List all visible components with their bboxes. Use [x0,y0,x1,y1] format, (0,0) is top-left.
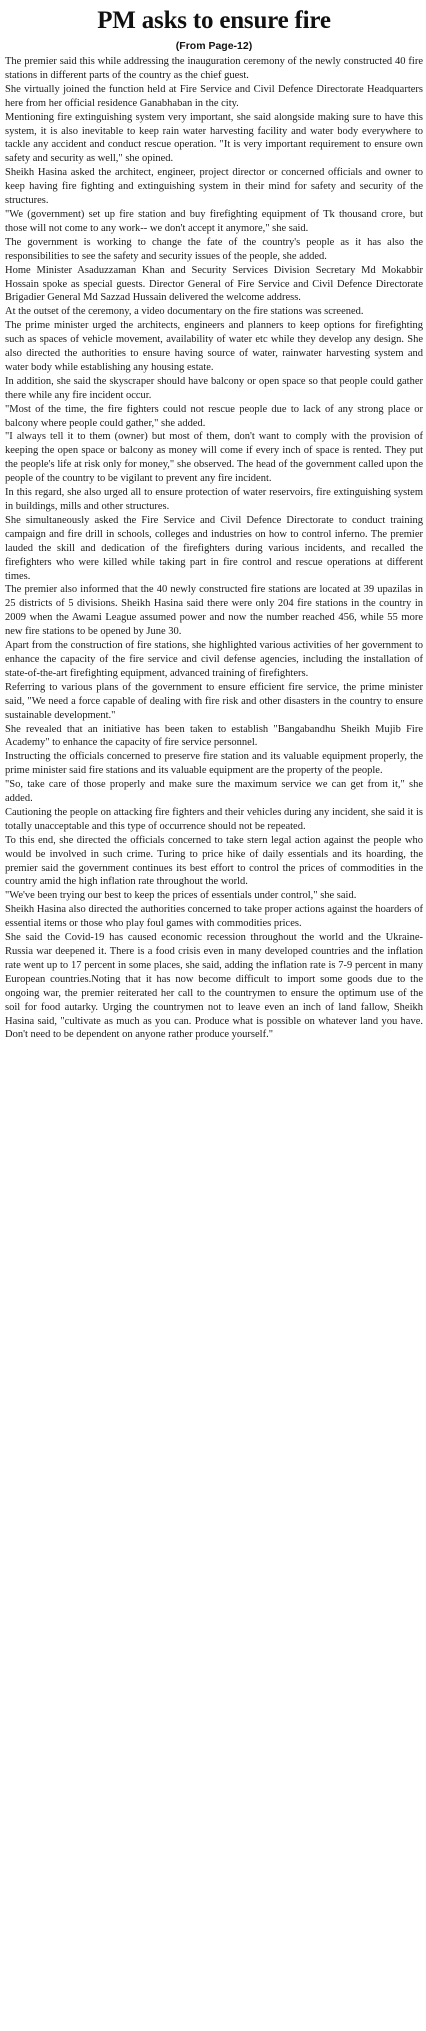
article-paragraph: To this end, she directed the officials concerned to take stern legal action against the people who would be involved in such crime. Turing to price hike of daily essentials and its hoarding, the premier said the government continues its best effort to control the prices of commodities in the country amid the high inflation rate throughout the world. [5,834,423,888]
article-paragraph: She said the Covid-19 has caused economic recession throughout the world and the Ukraine-Russia war deepened it. There is a food crisis even in many developed countries and the inflation rate went up to 17 percent in some places, she said, adding the inflation rate is 7-9 percent in many European countries.Noting that it has now become difficult to import some goods due to the ongoing war, the premier reiterated her call to the countrymen to ensure the optimum use of the soil for food autarky. Urging the countrymen not to leave even an inch of land fallow, Sheikh Hasina said, "cultivate as much as you can. Produce what is possible on whatever land you have. Don't need to be dependent on anyone rather produce yourself." [5,932,423,1041]
article-paragraph: Referring to various plans of the government to ensure efficient fire service, the prime minister said, "We need a force capable of dealing with fire risk and other disasters in the country to ensure sustainable development." [5,681,423,721]
continuation-line: (From Page-12) [175,40,253,52]
article-paragraph: Mentioning fire extinguishing system very important, she said alongside making sure to have this system, it is also inevitable to keep rain water harvesting facility and water body everywhere to tackle any accident and conduct rescue operation. "It is very important requirement to ensure own safety and security as well," she opined. [5,111,423,165]
article-paragraph: "We (government) set up fire station and buy firefighting equipment of Tk thousand crore, but those will not come to any work-- we don't accept it anymore," she said. [5,208,423,234]
article-paragraph: The premier said this while addressing the inauguration ceremony of the newly constructed 40 fire stations in different parts of the country as the chief guest. [5,56,423,81]
article-paragraph: Home Minister Asaduzzaman Khan and Security Services Division Secretary Md Mokabbir Hossain spoke as special guests. Director General of Fire Service and Civil Defence Directorate Brigadier General Md Sazzad Hussain delivered the welcome address. [5,264,423,304]
article-paragraph: Sheikh Hasina asked the architect, engineer, project director or concerned officials and owner to keep having fire fighting and extinguishing system in their mind for safety and security of the structures. [5,167,423,207]
article-paragraph: Apart from the construction of fire stations, she highlighted various activities of her government to enhance the capacity of the fire service and civil defense agencies, including the installation of state-of-the-art firefighting equipment, advanced training of firefighters. [5,640,423,679]
article-paragraph: Sheikh Hasina also directed the authorities concerned to take proper actions against the hoarders of essential items or those who play foul games with commodities prices. [5,904,423,930]
article-paragraph: At the outset of the ceremony, a video documentary on the fire stations was screened. [5,306,364,318]
article-paragraph: The prime minister urged the architects, engineers and planners to keep options for firefighting such as spaces of vehicle movement, availability of water etc while they develop any design. She also directed the authorities to ensure having source of water, rainwater harvesting system and water body while establishing any housing estate. [5,320,423,373]
article-paragraph: The premier also informed that the 40 newly constructed fire stations are located at 39 upazilas in 25 districts of 5 divisions. Sheikh Hasina said there were only 204 fire stations in the country in 2009 when the Awami League assumed power and now the number reached 456, while 55 more new fire stations to be opened by June 30. [5,584,423,638]
article-paragraph: Cautioning the people on attacking fire fighters and their vehicles during any incident, she said it is totally unacceptable and this type of occurrence should not be repeated. [5,806,423,832]
article-paragraph: She virtually joined the function held at Fire Service and Civil Defence Directorate Headquarters here from her official residence Ganabhaban in the city. [5,83,423,109]
article-paragraph: She revealed that an initiative has been taken to establish "Bangabandhu Sheikh Mujib Fire Academy" to enhance the capacity of fire service personnel. [5,723,423,749]
article-paragraph: "Most of the time, the fire fighters could not rescue people due to lack of any strong place or balcony where people could gather," she added. [5,403,423,429]
article-paragraph: Instructing the officials concerned to preserve fire station and its valuable equipment properly, the prime minister said fire stations and its valuable equipment are the property of the people. [5,751,423,777]
article-body [5,55,423,1042]
article-paragraph: "We've been trying our best to keep the prices of essentials under control," she said. [5,890,357,902]
article-paragraph: In this regard, she also urged all to ensure protection of water reservoirs, fire extinguishing system in buildings, mills and other structures. [5,487,423,512]
article-paragraph: In addition, she said the skyscraper should have balcony or open space so that people could gather there while any fire incident occur. [5,375,423,401]
article-paragraph: She simultaneously asked the Fire Service and Civil Defence Directorate to conduct training campaign and fire drill in schools, colleges and industries on how to control inferno. The premier lauded the skill and dedication of the firefighters during various incidents, and recalled the firefighters who were killed while taking part in fire control and rescue operations at different times. [5,514,423,582]
article-paragraph: The government is working to change the fate of the country's people as it has also the responsibilities to see the safety and security issues of the people, she added. [5,236,423,262]
article-paragraph: "So, take care of those properly and make sure the maximum service we can get from it," she added. [5,779,423,805]
article-headline: PM asks to ensure fire [97,7,331,34]
article-paragraph: "I always tell it to them (owner) but most of them, don't want to comply with the provision of keeping the open space or balcony as money will come if every inch of space is rented. They put the people's life at risk only for money," she observed. The head of the government called upon the people of the country to be vigilant to prevent any fire incident. [5,431,423,485]
